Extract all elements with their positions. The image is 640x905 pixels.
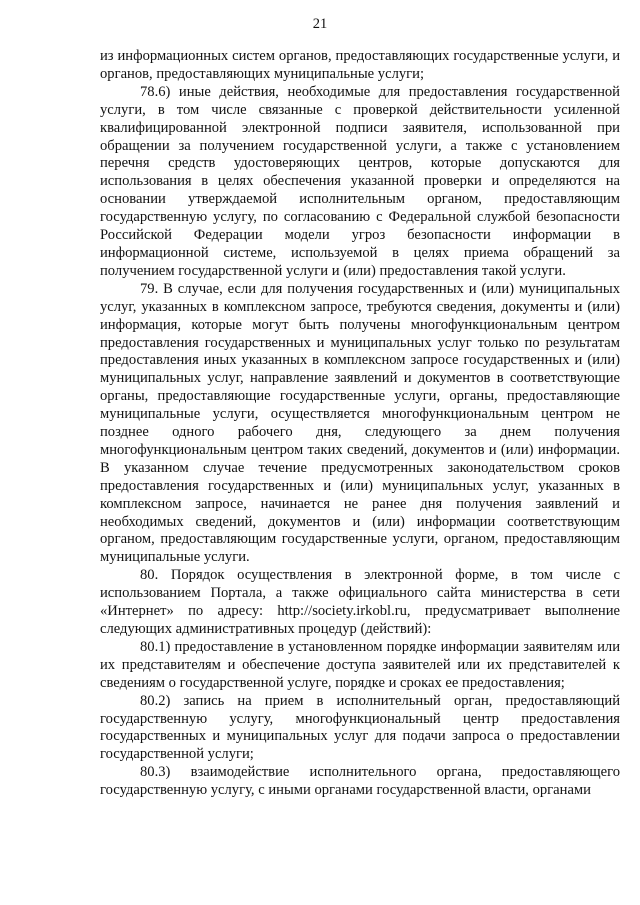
- document-body: [100, 48, 620, 800]
- paragraph-80-1: 80.1) предоставление в установленном порядке информации заявителям или их представителям и обеспечение доступа заявителей или их представителей к сведениям о государственной услуге, порядке и сроках ее предоставления;: [100, 638, 620, 691]
- page-number: 21: [312, 16, 328, 32]
- paragraph-80-2: 80.2) запись на прием в исполнительный орган, предоставляющий государственную услугу, многофункциональный центр предоставления государственных и муниципальных услуг для подачи запроса о предоставлении государственной услуги;: [100, 692, 620, 763]
- paragraph-80-3: 80.3) взаимодействие исполнительного органа, предоставляющего государственную услугу, с иными органами государственной власти, органами: [100, 764, 620, 799]
- paragraph-79: 79. В случае, если для получения государственных и (или) муниципальных услуг, указанных в комплексном запросе, требуются сведения, документы и (или) информация, которые могут быть получены многофункциональным центром предоставления государственных и муниципальных услуг только по результатам предоставления иных указанных в комплексном запросе государственных и (или) муниципальных услуг, направление заявлений и документов в соответствующие органы, предоставляющие государственные услуги, органы, предоставляющие муниципальные услуги, осуществляется многофункциональным центром не позднее одного рабочего дня, следующего за днем получения многофункциональным центром таких сведений, документов и (или) информации. В указанном случае течение предусмотренных законодательством сроков предоставления государственных и (или) муниципальных услуг, указанных в комплексном запросе, начинается не ранее дня получения заявлений и необходимых сведений, документов и (или) информации соответствующим органом, предоставляющим государственные услуги, органом, предоставляющим муниципальные услуги.: [100, 280, 620, 566]
- paragraph-80: 80. Порядок осуществления в электронной форме, в том числе с использованием Портала, а также официального сайта министерства в сети «Интернет» по адресу: http://society.irkobl.ru, предусматривает выполнение следующих административных процедур (действий):: [100, 567, 620, 637]
- paragraph-continuation: из информационных систем органов, предоставляющих государственные услуги, и органов, предоставляющих муниципальные услуги;: [100, 48, 620, 82]
- paragraph-78-6: 78.6) иные действия, необходимые для предоставления государственной услуги, в том числе связанные с проверкой действительности усиленной квалифицированной электронной подписи заявителя, использованной при обращении за получением государственной услуги, а также с установлением перечня средств удостоверяющих центров, которые допускаются для использования в целях обеспечения указанной проверки и определяются на основании утверждаемой исполнительным органом, предоставляющим государственную услугу, по согласованию с Федеральной службой безопасности Российской Федерации модели угроз безопасности информации в информационной системе, используемой в целях приема обращений за получением государственной услуги и (или) предоставления такой услуги.: [100, 83, 620, 279]
